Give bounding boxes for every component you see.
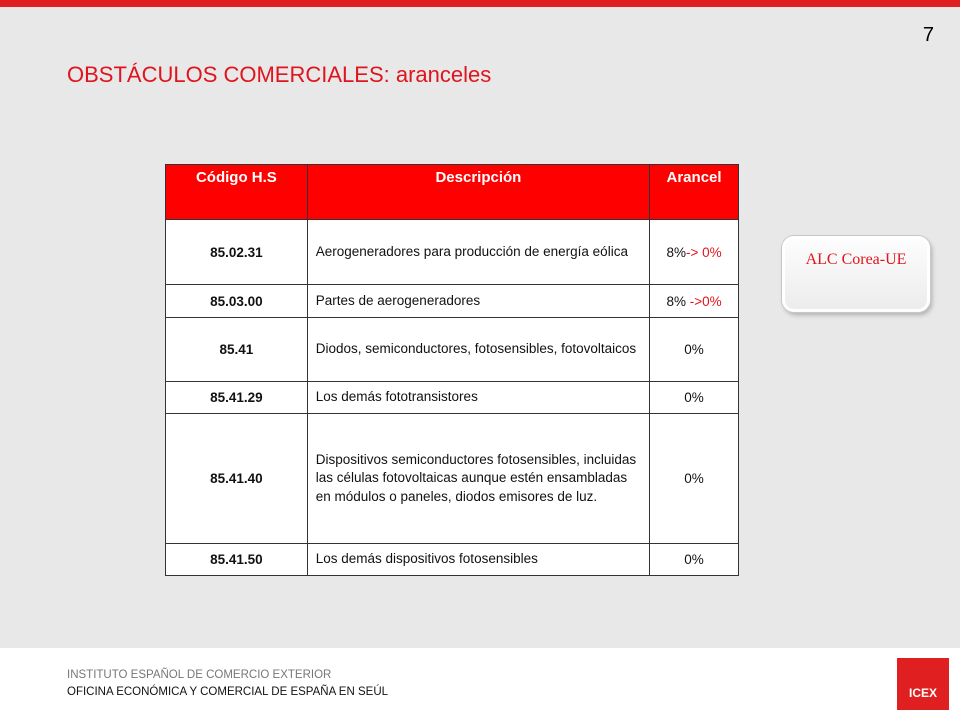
cell-code: 85.41 [166, 318, 308, 382]
tariff-table [165, 164, 739, 576]
cell-description: Aerogeneradores para producción de energía eólica [307, 220, 649, 285]
column-header-description: Descripción [307, 165, 649, 220]
tariff-value: 8% [666, 244, 686, 260]
top-accent-bar [0, 0, 960, 7]
page-number: 7 [922, 24, 934, 46]
table-row [166, 285, 739, 318]
cell-description: Los demás dispositivos fotosensibles [307, 544, 649, 576]
cell-description: Dispositivos semiconductores fotosensibles, incluidas las células fotovoltaicas aunque estén ensambladas en módulos o paneles, diodos emisores de luz. [307, 414, 649, 544]
tariff-change: -> 0% [685, 244, 722, 260]
icex-logo-text: ICEX [908, 686, 937, 700]
table-row [166, 414, 739, 544]
badge-label: ALC Corea-UE [805, 251, 907, 268]
cell-tariff: 0% [650, 544, 739, 576]
table-row [166, 318, 739, 382]
alc-corea-ue-badge [782, 236, 930, 312]
page-title: OBSTÁCULOS COMERCIALES: aranceles [67, 62, 492, 87]
tariff-change: ->0% [689, 293, 722, 309]
table-row [166, 382, 739, 414]
column-header-code: Código H.S [166, 165, 308, 220]
tariff-value: 8% [666, 293, 690, 309]
cell-code: 85.41.50 [166, 544, 308, 576]
table-row [166, 544, 739, 576]
cell-tariff: 0% [650, 318, 739, 382]
column-header-tariff: Arancel [650, 165, 739, 220]
cell-description: Los demás fototransistores [307, 382, 649, 414]
footer-institute: INSTITUTO ESPAÑOL DE COMERCIO EXTERIOR [67, 669, 332, 681]
cell-code: 85.03.00 [166, 285, 308, 318]
cell-code: 85.02.31 [166, 220, 308, 285]
cell-tariff [650, 220, 739, 285]
cell-code: 85.41.29 [166, 382, 308, 414]
icex-logo [897, 658, 949, 710]
cell-tariff [650, 285, 739, 318]
table-row [166, 220, 739, 285]
footer-office: OFICINA ECONÓMICA Y COMERCIAL DE ESPAÑA EN SEÚL [67, 686, 389, 698]
cell-code: 85.41.40 [166, 414, 308, 544]
table-header-row [166, 165, 739, 220]
footer [0, 648, 960, 720]
cell-description: Partes de aerogeneradores [307, 285, 649, 318]
cell-tariff: 0% [650, 382, 739, 414]
cell-description: Diodos, semiconductores, fotosensibles, fotovoltaicos [307, 318, 649, 382]
cell-tariff: 0% [650, 414, 739, 544]
